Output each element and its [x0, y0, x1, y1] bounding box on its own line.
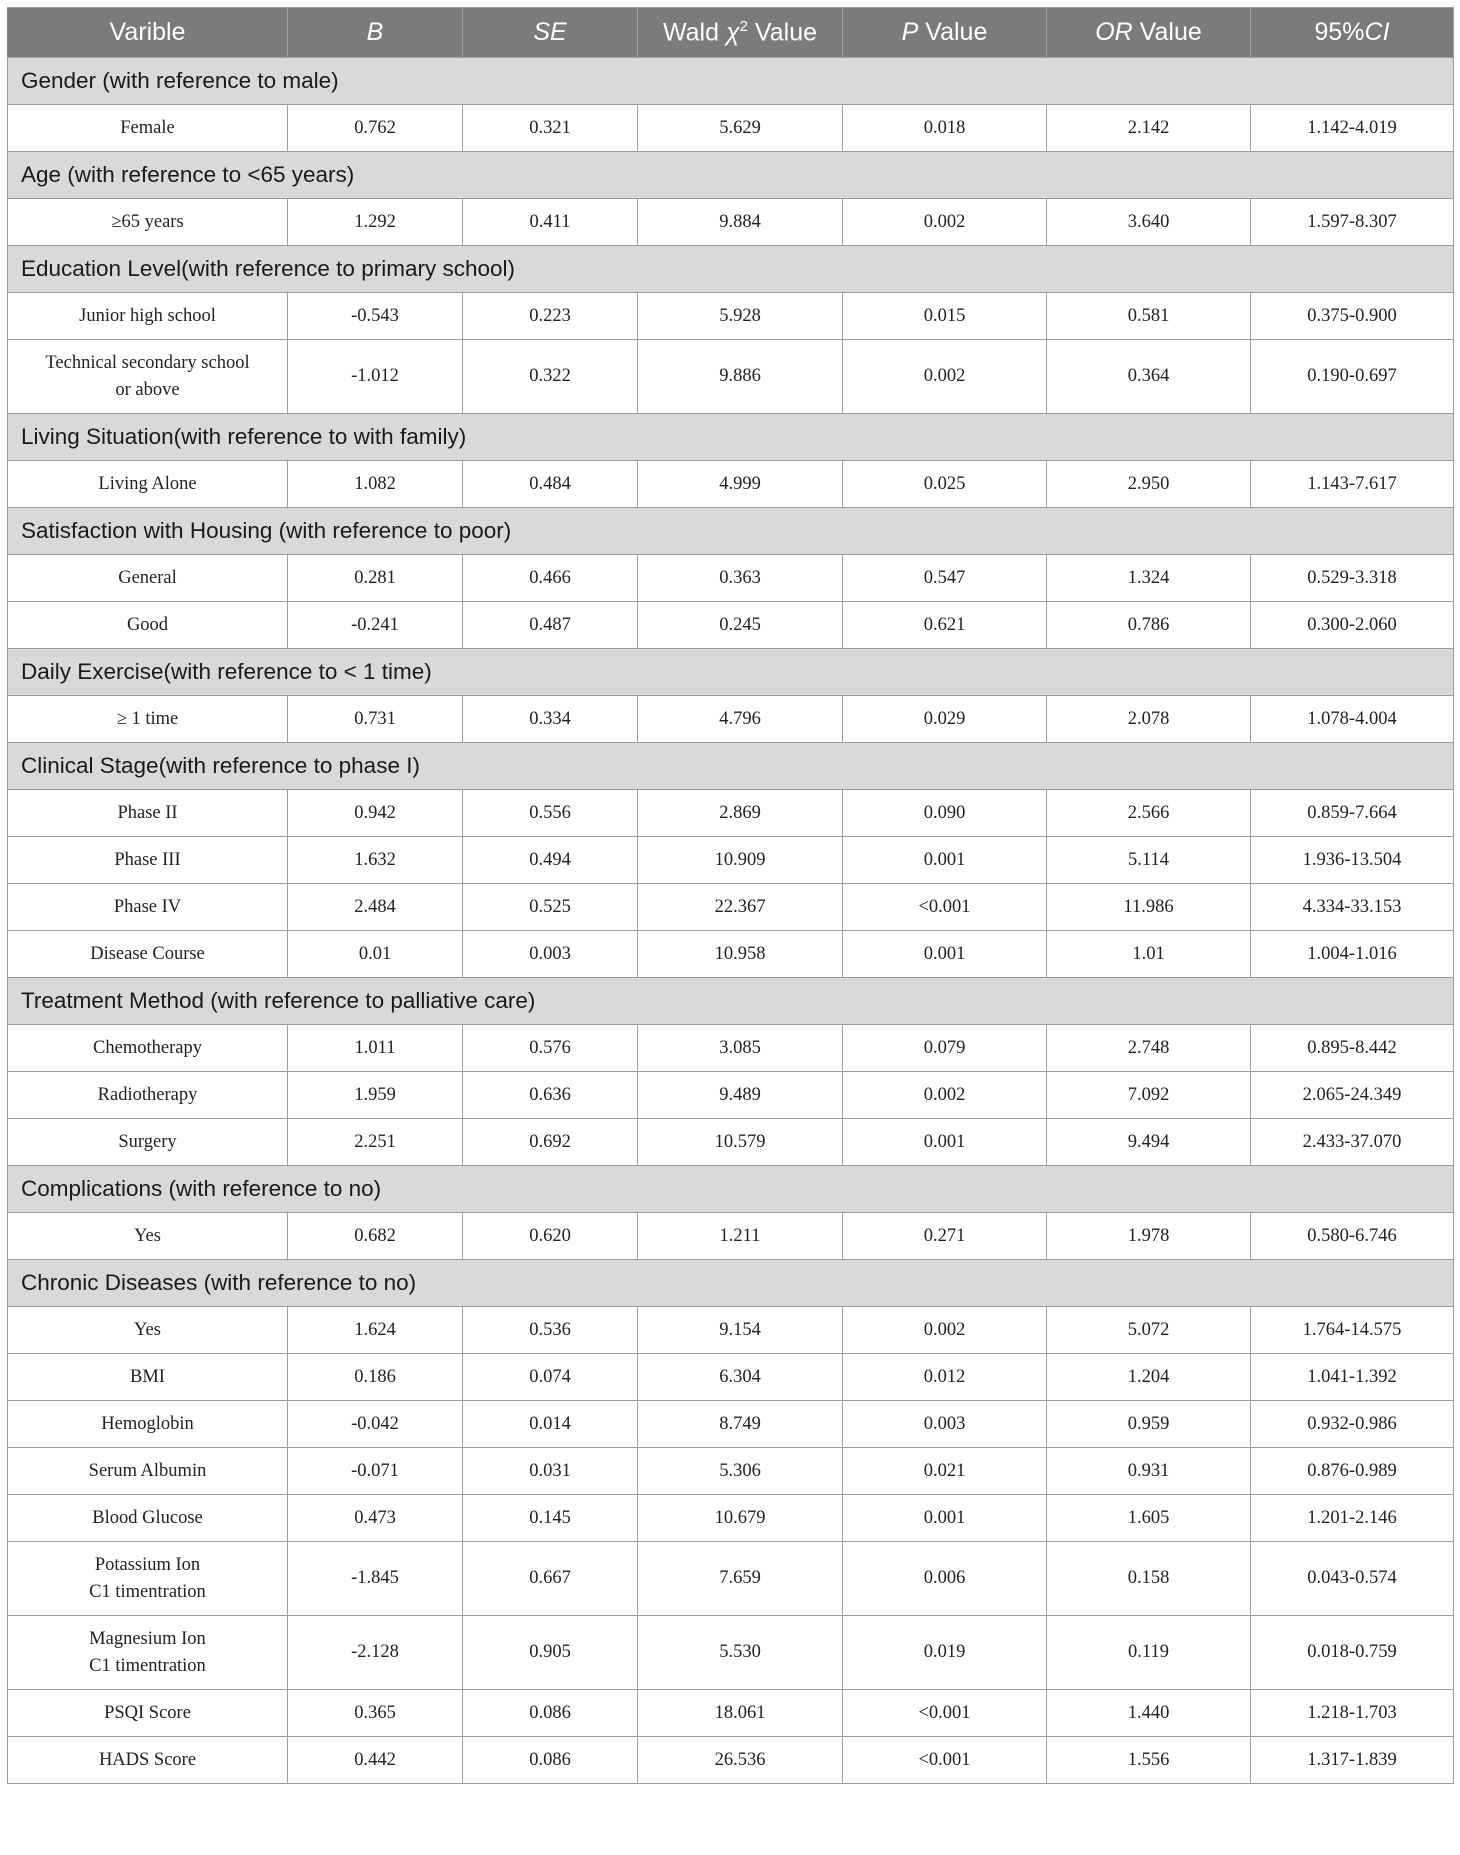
cell-ci: 0.895-8.442 — [1251, 1025, 1454, 1072]
variable-line: Yes — [134, 1319, 161, 1340]
table-row — [8, 199, 1454, 246]
table-row — [8, 1354, 1454, 1401]
cell-wald: 1.211 — [638, 1213, 843, 1260]
cell-variable — [8, 293, 288, 340]
cell-variable — [8, 1542, 288, 1616]
cell-ci: 1.142-4.019 — [1251, 105, 1454, 152]
variable-line: Hemoglobin — [101, 1413, 194, 1434]
cell-wald: 2.869 — [638, 790, 843, 837]
cell-ci: 1.936-13.504 — [1251, 837, 1454, 884]
cell-or: 1.440 — [1047, 1690, 1251, 1737]
cell-wald: 3.085 — [638, 1025, 843, 1072]
group-label: Living Situation(with reference to with family) — [8, 414, 1454, 461]
header-wald-suffix: Value — [747, 18, 817, 47]
cell-wald: 26.536 — [638, 1737, 843, 1784]
cell-p: 0.001 — [843, 931, 1047, 978]
cell-variable — [8, 461, 288, 508]
cell-se: 0.086 — [463, 1737, 638, 1784]
cell-se: 0.905 — [463, 1616, 638, 1690]
cell-b: -1.845 — [288, 1542, 463, 1616]
cell-or: 0.931 — [1047, 1448, 1251, 1495]
header-row — [8, 8, 1454, 58]
cell-se: 0.074 — [463, 1354, 638, 1401]
variable-line: Technical secondary school — [45, 352, 250, 373]
cell-wald: 0.245 — [638, 602, 843, 649]
cell-ci: 1.764-14.575 — [1251, 1307, 1454, 1354]
table-row — [8, 602, 1454, 649]
cell-or: 9.494 — [1047, 1119, 1251, 1166]
cell-variable — [8, 1401, 288, 1448]
cell-ci: 0.580-6.746 — [1251, 1213, 1454, 1260]
header-ci-prefix: 95% — [1314, 18, 1365, 46]
cell-wald: 5.530 — [638, 1616, 843, 1690]
header-wald-chi: χ — [725, 18, 740, 47]
group-label: Chronic Diseases (with reference to no) — [8, 1260, 1454, 1307]
cell-ci: 1.004-1.016 — [1251, 931, 1454, 978]
cell-se: 0.411 — [463, 199, 638, 246]
header-p-italic: P — [901, 18, 919, 46]
cell-p: 0.002 — [843, 1072, 1047, 1119]
cell-or: 2.950 — [1047, 461, 1251, 508]
cell-variable — [8, 696, 288, 743]
cell-se: 0.223 — [463, 293, 638, 340]
cell-se: 0.536 — [463, 1307, 638, 1354]
cell-ci: 0.190-0.697 — [1251, 340, 1454, 414]
cell-p: 0.002 — [843, 1307, 1047, 1354]
header-p-suffix: Value — [918, 18, 988, 46]
cell-or: 2.566 — [1047, 790, 1251, 837]
cell-variable — [8, 1616, 288, 1690]
cell-variable — [8, 555, 288, 602]
cell-p: 0.001 — [843, 1119, 1047, 1166]
cell-p: 0.547 — [843, 555, 1047, 602]
cell-ci: 0.932-0.986 — [1251, 1401, 1454, 1448]
cell-se: 0.487 — [463, 602, 638, 649]
cell-wald: 0.363 — [638, 555, 843, 602]
variable-line: Female — [120, 117, 175, 138]
cell-p: 0.001 — [843, 1495, 1047, 1542]
variable-line: Radiotherapy — [97, 1084, 198, 1105]
variable-line: Good — [126, 614, 169, 635]
cell-se: 0.525 — [463, 884, 638, 931]
cell-b: 1.632 — [288, 837, 463, 884]
cell-or: 1.605 — [1047, 1495, 1251, 1542]
cell-or: 1.01 — [1047, 931, 1251, 978]
group-header-row — [8, 414, 1454, 461]
cell-b: -0.543 — [288, 293, 463, 340]
header-se — [463, 8, 638, 58]
variable-line: Chemotherapy — [93, 1037, 202, 1058]
table-row — [8, 1307, 1454, 1354]
variable-line: ≥65 years — [111, 211, 184, 232]
cell-variable — [8, 1354, 288, 1401]
header-wald-prefix: Wald — [662, 18, 726, 47]
cell-se: 0.031 — [463, 1448, 638, 1495]
cell-wald: 5.306 — [638, 1448, 843, 1495]
cell-variable — [8, 931, 288, 978]
header-p — [843, 8, 1047, 58]
cell-se: 0.086 — [463, 1690, 638, 1737]
cell-or: 2.078 — [1047, 696, 1251, 743]
cell-b: 0.186 — [288, 1354, 463, 1401]
cell-ci: 1.143-7.617 — [1251, 461, 1454, 508]
cell-ci: 1.218-1.703 — [1251, 1690, 1454, 1737]
cell-variable — [8, 1307, 288, 1354]
table-row — [8, 340, 1454, 414]
variable-line: Yes — [134, 1225, 161, 1246]
cell-or: 2.748 — [1047, 1025, 1251, 1072]
cell-ci: 0.859-7.664 — [1251, 790, 1454, 837]
cell-se: 0.466 — [463, 555, 638, 602]
group-header-row — [8, 246, 1454, 293]
cell-wald: 5.928 — [638, 293, 843, 340]
cell-ci: 1.041-1.392 — [1251, 1354, 1454, 1401]
variable-line: Disease Course — [90, 943, 205, 964]
cell-b: 1.011 — [288, 1025, 463, 1072]
table-row — [8, 1495, 1454, 1542]
cell-wald: 7.659 — [638, 1542, 843, 1616]
header-ci — [1251, 8, 1454, 58]
table-row — [8, 884, 1454, 931]
cell-ci: 1.597-8.307 — [1251, 199, 1454, 246]
cell-b: -0.071 — [288, 1448, 463, 1495]
cell-b: 0.942 — [288, 790, 463, 837]
variable-line: ≥ 1 time — [116, 708, 179, 729]
cell-ci: 1.317-1.839 — [1251, 1737, 1454, 1784]
header-or-suffix: Value — [1132, 18, 1202, 46]
cell-se: 0.620 — [463, 1213, 638, 1260]
group-header-row — [8, 978, 1454, 1025]
cell-or: 1.556 — [1047, 1737, 1251, 1784]
table-row — [8, 555, 1454, 602]
cell-p: <0.001 — [843, 1690, 1047, 1737]
table-row — [8, 790, 1454, 837]
group-header-row — [8, 508, 1454, 555]
cell-b: 2.251 — [288, 1119, 463, 1166]
cell-ci: 0.375-0.900 — [1251, 293, 1454, 340]
cell-se: 0.003 — [463, 931, 638, 978]
table-row — [8, 1542, 1454, 1616]
table-row — [8, 1737, 1454, 1784]
cell-or: 5.114 — [1047, 837, 1251, 884]
cell-se: 0.636 — [463, 1072, 638, 1119]
cell-se: 0.692 — [463, 1119, 638, 1166]
cell-variable — [8, 1737, 288, 1784]
cell-or: 7.092 — [1047, 1072, 1251, 1119]
variable-line: HADS Score — [98, 1749, 197, 1770]
cell-p: 0.079 — [843, 1025, 1047, 1072]
cell-b: -0.241 — [288, 602, 463, 649]
group-header-row — [8, 58, 1454, 105]
cell-b: 0.365 — [288, 1690, 463, 1737]
cell-se: 0.576 — [463, 1025, 638, 1072]
cell-or: 0.959 — [1047, 1401, 1251, 1448]
cell-b: 1.292 — [288, 199, 463, 246]
header-or-italic: OR — [1095, 18, 1133, 46]
cell-se: 0.556 — [463, 790, 638, 837]
cell-or: 5.072 — [1047, 1307, 1251, 1354]
cell-b: 0.731 — [288, 696, 463, 743]
cell-ci: 0.043-0.574 — [1251, 1542, 1454, 1616]
cell-ci: 1.201-2.146 — [1251, 1495, 1454, 1542]
cell-b: -1.012 — [288, 340, 463, 414]
cell-ci: 0.018-0.759 — [1251, 1616, 1454, 1690]
cell-wald: 10.909 — [638, 837, 843, 884]
cell-b: 0.281 — [288, 555, 463, 602]
cell-se: 0.322 — [463, 340, 638, 414]
cell-wald: 6.304 — [638, 1354, 843, 1401]
table-row — [8, 1072, 1454, 1119]
cell-or: 0.581 — [1047, 293, 1251, 340]
group-label: Education Level(with reference to primary school) — [8, 246, 1454, 293]
cell-wald: 9.886 — [638, 340, 843, 414]
cell-variable — [8, 790, 288, 837]
group-label: Complications (with reference to no) — [8, 1166, 1454, 1213]
cell-ci: 2.065-24.349 — [1251, 1072, 1454, 1119]
group-header-row — [8, 1260, 1454, 1307]
cell-variable — [8, 105, 288, 152]
group-header-row — [8, 743, 1454, 790]
variable-line: C1 timentration — [89, 1655, 206, 1676]
header-or — [1047, 8, 1251, 58]
cell-or: 11.986 — [1047, 884, 1251, 931]
cell-se: 0.145 — [463, 1495, 638, 1542]
cell-p: 0.015 — [843, 293, 1047, 340]
variable-line: Phase II — [117, 802, 178, 823]
cell-variable — [8, 340, 288, 414]
cell-se: 0.334 — [463, 696, 638, 743]
cell-variable — [8, 1213, 288, 1260]
table-row — [8, 1213, 1454, 1260]
table-row — [8, 1690, 1454, 1737]
cell-p: <0.001 — [843, 884, 1047, 931]
group-label: Clinical Stage(with reference to phase I) — [8, 743, 1454, 790]
cell-b: 0.762 — [288, 105, 463, 152]
cell-p: 0.021 — [843, 1448, 1047, 1495]
cell-variable — [8, 1495, 288, 1542]
variable-line: Junior high school — [79, 305, 216, 326]
table-row — [8, 931, 1454, 978]
cell-b: -2.128 — [288, 1616, 463, 1690]
group-header-row — [8, 1166, 1454, 1213]
header-variable: Varible — [8, 8, 288, 58]
header-ci-italic: CI — [1364, 18, 1390, 46]
variable-line: BMI — [130, 1366, 165, 1387]
header-wald — [638, 8, 843, 58]
variable-line: PSQI Score — [104, 1702, 191, 1723]
group-label: Daily Exercise(with reference to < 1 time) — [8, 649, 1454, 696]
cell-p: 0.090 — [843, 790, 1047, 837]
table-row — [8, 837, 1454, 884]
cell-variable — [8, 602, 288, 649]
variable-line: Living Alone — [98, 473, 197, 494]
group-label: Treatment Method (with reference to palliative care) — [8, 978, 1454, 1025]
cell-wald: 4.796 — [638, 696, 843, 743]
cell-p: 0.006 — [843, 1542, 1047, 1616]
regression-table-container — [7, 7, 1453, 1784]
cell-or: 1.324 — [1047, 555, 1251, 602]
cell-p: 0.621 — [843, 602, 1047, 649]
cell-or: 0.158 — [1047, 1542, 1251, 1616]
table-row — [8, 293, 1454, 340]
variable-line: Magnesium Ion — [89, 1628, 206, 1649]
cell-or: 2.142 — [1047, 105, 1251, 152]
table-row — [8, 696, 1454, 743]
table-row — [8, 461, 1454, 508]
cell-b: 1.959 — [288, 1072, 463, 1119]
cell-se: 0.484 — [463, 461, 638, 508]
variable-line: Serum Albumin — [88, 1460, 207, 1481]
cell-or: 0.364 — [1047, 340, 1251, 414]
cell-ci: 1.078-4.004 — [1251, 696, 1454, 743]
cell-wald: 10.679 — [638, 1495, 843, 1542]
cell-p: 0.025 — [843, 461, 1047, 508]
cell-wald: 4.999 — [638, 461, 843, 508]
cell-b: 1.082 — [288, 461, 463, 508]
table-row — [8, 1119, 1454, 1166]
cell-p: 0.019 — [843, 1616, 1047, 1690]
cell-wald: 5.629 — [638, 105, 843, 152]
cell-variable — [8, 1690, 288, 1737]
cell-p: 0.003 — [843, 1401, 1047, 1448]
cell-or: 1.204 — [1047, 1354, 1251, 1401]
table-row — [8, 105, 1454, 152]
cell-se: 0.321 — [463, 105, 638, 152]
group-label: Satisfaction with Housing (with reference to poor) — [8, 508, 1454, 555]
variable-line: Phase III — [114, 849, 181, 870]
table-row — [8, 1401, 1454, 1448]
cell-or: 3.640 — [1047, 199, 1251, 246]
variable-line: Blood Glucose — [92, 1507, 203, 1528]
cell-or: 0.119 — [1047, 1616, 1251, 1690]
variable-line: C1 timentration — [89, 1581, 206, 1602]
cell-b: 0.473 — [288, 1495, 463, 1542]
cell-p: 0.012 — [843, 1354, 1047, 1401]
cell-wald: 18.061 — [638, 1690, 843, 1737]
cell-p: 0.002 — [843, 199, 1047, 246]
table-row — [8, 1616, 1454, 1690]
cell-variable — [8, 1448, 288, 1495]
cell-b: 1.624 — [288, 1307, 463, 1354]
cell-wald: 9.154 — [638, 1307, 843, 1354]
cell-wald: 10.579 — [638, 1119, 843, 1166]
cell-b: 0.442 — [288, 1737, 463, 1784]
cell-variable — [8, 1072, 288, 1119]
table-row — [8, 1448, 1454, 1495]
group-label: Age (with reference to <65 years) — [8, 152, 1454, 199]
cell-ci: 2.433-37.070 — [1251, 1119, 1454, 1166]
cell-variable — [8, 1025, 288, 1072]
cell-wald: 9.489 — [638, 1072, 843, 1119]
variable-line: Potassium Ion — [94, 1554, 201, 1575]
cell-se: 0.494 — [463, 837, 638, 884]
variable-line: or above — [115, 379, 180, 400]
cell-se: 0.667 — [463, 1542, 638, 1616]
cell-b: 0.01 — [288, 931, 463, 978]
header-se-label: SE — [533, 18, 567, 46]
cell-b: -0.042 — [288, 1401, 463, 1448]
cell-variable — [8, 1119, 288, 1166]
cell-se: 0.014 — [463, 1401, 638, 1448]
variable-line: General — [118, 567, 177, 588]
variable-line: Surgery — [118, 1131, 177, 1152]
cell-p: <0.001 — [843, 1737, 1047, 1784]
group-label: Gender (with reference to male) — [8, 58, 1454, 105]
cell-wald: 22.367 — [638, 884, 843, 931]
group-header-row — [8, 649, 1454, 696]
cell-ci: 0.529-3.318 — [1251, 555, 1454, 602]
cell-b: 0.682 — [288, 1213, 463, 1260]
cell-variable — [8, 884, 288, 931]
header-b-label: B — [366, 18, 384, 46]
variable-line: Phase IV — [113, 896, 182, 917]
cell-variable — [8, 199, 288, 246]
cell-p: 0.029 — [843, 696, 1047, 743]
table-body — [8, 58, 1454, 1784]
cell-ci: 0.300-2.060 — [1251, 602, 1454, 649]
cell-variable — [8, 837, 288, 884]
cell-b: 2.484 — [288, 884, 463, 931]
cell-or: 1.978 — [1047, 1213, 1251, 1260]
cell-ci: 0.876-0.989 — [1251, 1448, 1454, 1495]
cell-or: 0.786 — [1047, 602, 1251, 649]
table-row — [8, 1025, 1454, 1072]
cell-wald: 8.749 — [638, 1401, 843, 1448]
cell-p: 0.002 — [843, 340, 1047, 414]
cell-ci: 4.334-33.153 — [1251, 884, 1454, 931]
group-header-row — [8, 152, 1454, 199]
cell-p: 0.271 — [843, 1213, 1047, 1260]
header-wald-sup: 2 — [739, 17, 748, 35]
cell-wald: 9.884 — [638, 199, 843, 246]
cell-p: 0.018 — [843, 105, 1047, 152]
regression-table — [7, 7, 1454, 1784]
cell-wald: 10.958 — [638, 931, 843, 978]
cell-p: 0.001 — [843, 837, 1047, 884]
header-b — [288, 8, 463, 58]
